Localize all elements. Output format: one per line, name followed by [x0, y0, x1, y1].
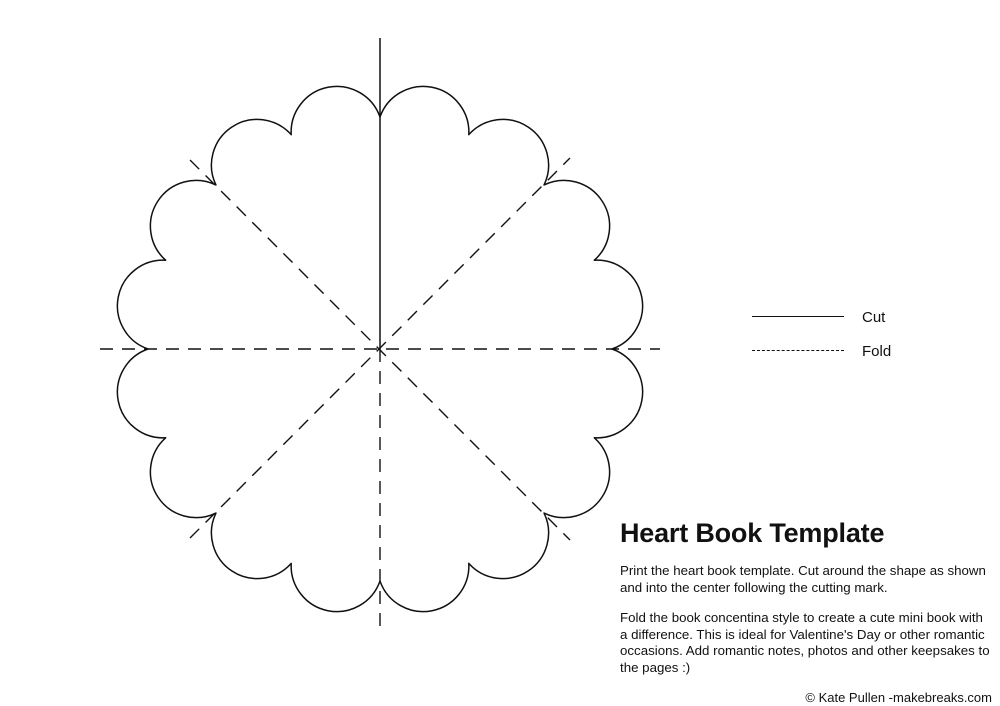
instructions-paragraph-1: Print the heart book template. Cut around the shape as shown and into the center following the cutting mark. [620, 563, 986, 595]
credit-line: © Kate Pullen -makebreaks.com [805, 690, 992, 705]
heart-book-template-figure [40, 10, 720, 700]
instructions-paragraph-2: Fold the book concentina style to create a cute mini book with a difference. This is ideal for Valentine's Day or other romantic occasions. Add romantic notes, photos and other keepsakes to the pages :) [620, 610, 990, 675]
legend-item-fold [752, 334, 952, 368]
fold-line-sample-icon [752, 350, 844, 353]
legend [752, 300, 952, 368]
cut-line-sample-icon [752, 316, 844, 319]
description-block [620, 518, 992, 705]
legend-label-cut: Cut [862, 308, 886, 326]
flower-shape-svg [40, 10, 720, 700]
legend-label-fold: Fold [862, 342, 892, 360]
legend-item-cut [752, 300, 952, 334]
page-title: Heart Book Template [620, 518, 885, 548]
